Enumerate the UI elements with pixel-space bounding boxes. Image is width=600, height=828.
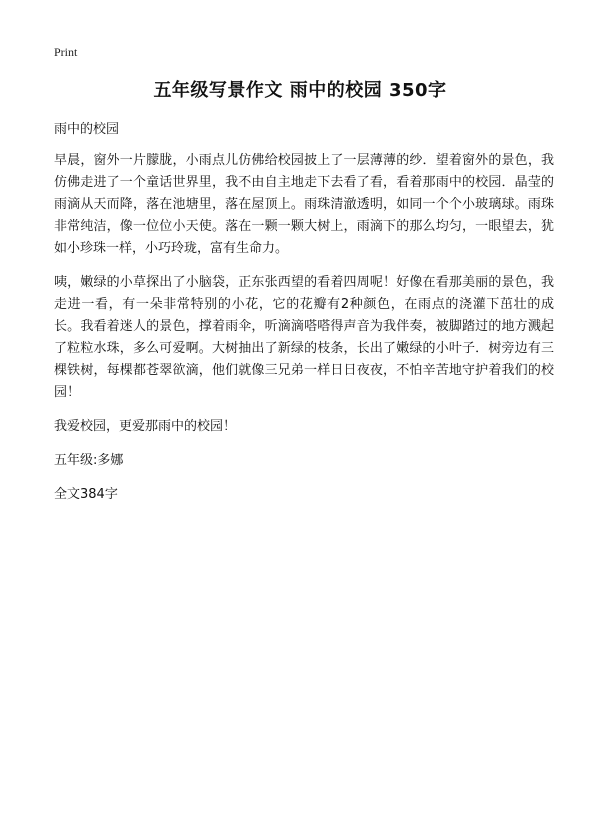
article-subtitle: 雨中的校园 [54,122,120,137]
article-paragraph-1: 早晨，窗外一片朦胧，小雨点儿仿佛给校园披上了一层薄薄的纱．望着窗外的景色，我仿佛走进了一个童话世界里，我不由自主地走下去看了看，看着那雨中的校园．晶莹的雨滴从天而降，落在池塘里，落在屋顶上。雨珠清澈透明，如同一个个小玻璃球。雨珠非常纯洁，像一位位小天使。落在一颗一颗大树上，雨滴下的那么均匀，一眼望去，犹如小珍珠一样，小巧玲珑，富有生命力。 [54,153,554,256]
page-title: 五年级写景作文 雨中的校园 350字 [153,80,447,101]
print-link[interactable]: Print [54,45,78,59]
author-line: 五年级:多娜 [54,453,124,468]
word-count: 全文384字 [54,487,118,502]
article-body [54,119,554,518]
article-paragraph-2: 咦，嫩绿的小草探出了小脑袋，正东张西望的看着四周呢！好像在看那美丽的景色，我走进一看，有一朵非常特别的小花，它的花瓣有2种颜色，在雨点的浇灌下茁壮的成长。我看着迷人的景色，撑着雨伞，听滴滴嗒嗒得声音为我伴奏，被脚踏过的地方溅起了粒粒水珠，多么可爱啊。大树抽出了新绿的枝条，长出了嫩绿的小叶子．树旁边有三棵铁树，每棵都苍翠欲滴，他们就像三兄弟一样日日夜夜，不怕辛苦地守护着我们的校园！ [54,275,554,400]
article-paragraph-3: 我爱校园，更爱那雨中的校园！ [54,419,237,434]
